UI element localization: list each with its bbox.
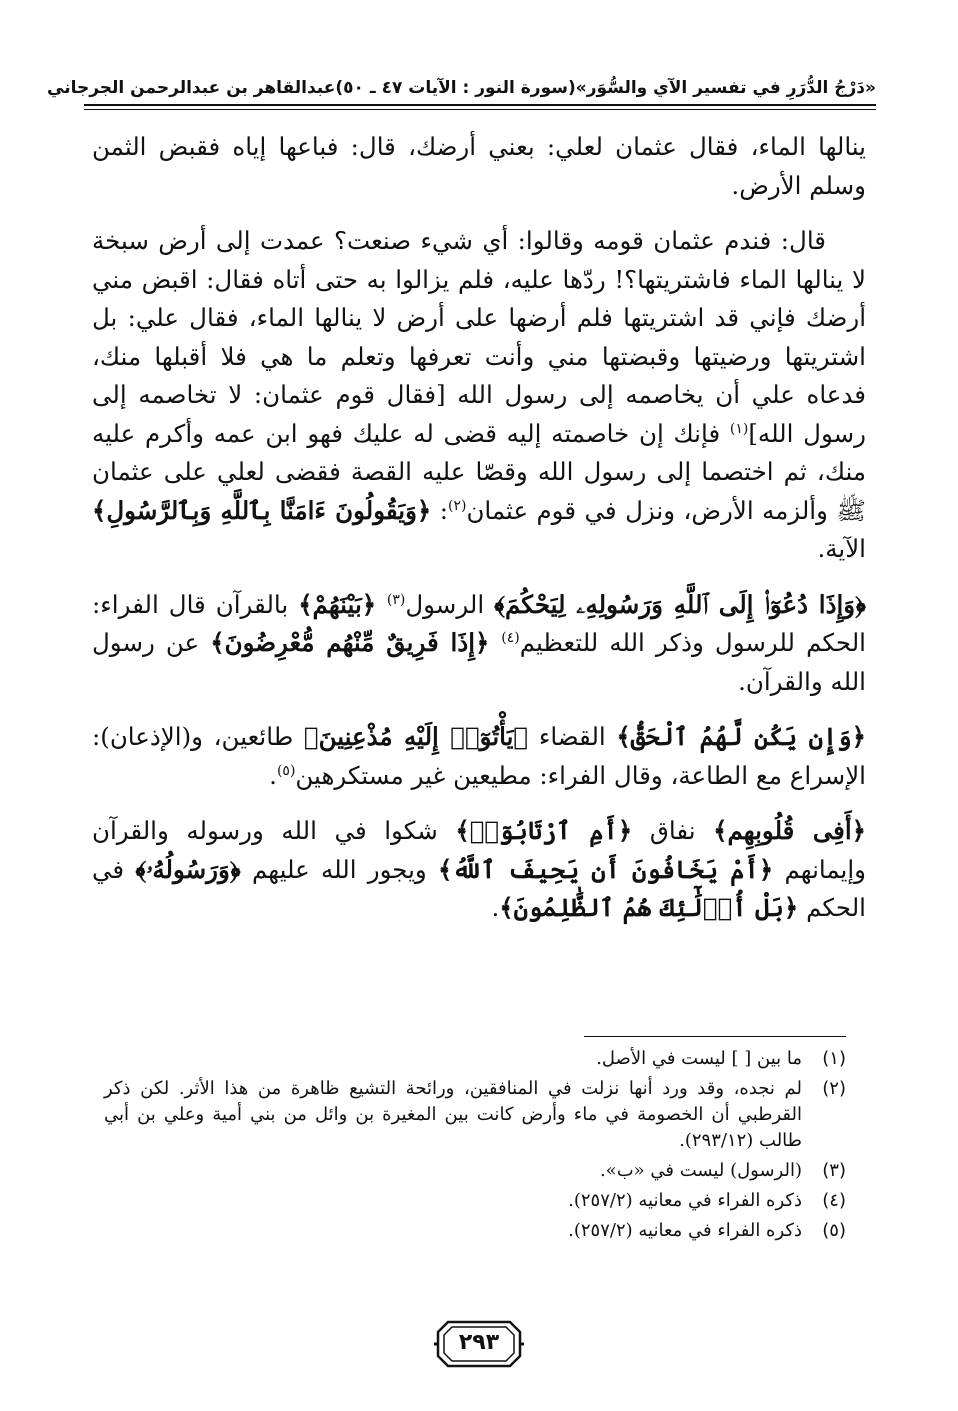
paragraph-text: في الحكم xyxy=(92,854,866,922)
paragraph-text: قال: فندم عثمان قومه وقالوا: أي شيء صنعت؟ عمدت إلى أرض سبخة لا ينالها الماء فاشتريتها؟! ردّها عليه، فلم يزالوا به حتى أتاه فقال: اقبض مني أرضك فإني قد اشتريتها فلم أرضها على أرض لا ينالها الماء، فقال علي: بل اشتريتها ورضيتها وقبضتها مني وأنت تعرفها وتعلم ما هي فلا أقبلها منك، فدعاه علي أن يخاصمه إلى رسول الله [فقال قوم عثمان: لا تخاصمه إلى رسول الله] xyxy=(92,226,866,448)
footnote-ref[interactable]: (٣) xyxy=(386,591,406,608)
paragraph-text: القضاء xyxy=(528,722,617,751)
paragraph-text: طائعين، و(الإذعان): الإسراع مع الطاعة، وقال الفراء: مطيعين غير مستكرهين xyxy=(92,722,866,790)
running-header xyxy=(47,64,876,104)
paragraph-2 xyxy=(92,222,866,569)
paragraph-text: الآية. xyxy=(817,534,866,563)
quran-verse: ﴿وَرَسُولُهُۥ﴾ xyxy=(135,854,241,884)
quran-verse: ﴿بَيْنَهُمْ﴾ xyxy=(298,589,387,619)
footnote-text: (الرسول) ليست في «ب». xyxy=(599,1160,802,1181)
paragraph-text: فإنك إن خاصمته إليه قضى له عليك فهو ابن عمه وأكرم عليه منك، ثم اختصما إلى رسول الله وقصّا عليه القصة فقضى لعلي على عثمان ﷺ وألزمه الأرض، ونزل في قوم عثمان xyxy=(92,418,866,525)
paragraph-text: الرسول xyxy=(405,589,495,619)
footnote-text: ذكره الفراء في معانيه (٢٥٧/٢). xyxy=(568,1220,802,1241)
footnotes xyxy=(104,1046,846,1248)
quran-verse: ﴿أَمِ ٱرْتَابُوٓا۟﴾ xyxy=(455,816,633,845)
paragraph-3 xyxy=(92,586,866,702)
paragraph-text: ينالها الماء، فقال عثمان لعلي: بعني أرضك، قال: فباعها إياه فقبض الثمن وسلم الأرض. xyxy=(92,132,866,200)
page-number-ornament xyxy=(434,1318,524,1370)
header-section: (سورة النور : الآيات ٤٧ ـ ٥٠) xyxy=(335,78,576,98)
footnote-text: ذكره الفراء في معانيه (٢٥٧/٢). xyxy=(568,1190,802,1211)
paragraph-text: عن رسول الله والقرآن. xyxy=(92,628,866,696)
paragraph-text: : xyxy=(431,495,448,525)
paragraph-text: . xyxy=(491,893,500,922)
quran-verse: ﴿وَإِذَا دُعُوٓا۟ إِلَى ٱللَّهِ وَرَسُولِهِۦ لِيَحْكُمَ﴾ xyxy=(494,589,866,619)
footnote-separator xyxy=(584,1036,846,1037)
quran-verse: ﴿أَمْ يَخَافُونَ أَن يَحِيفَ ٱللَّهُ﴾ xyxy=(438,854,774,884)
paragraph-text: ويجور الله عليهم xyxy=(240,854,439,884)
quran-verse: ﴿يَأْتُوٓا۟ إِلَيْهِ مُذْعِنِينَ﴾ xyxy=(303,722,529,751)
header-author: عبدالقاهر بن عبدالرحمن الجرجاني xyxy=(47,78,336,98)
footnote-ref[interactable]: (٤) xyxy=(501,629,520,646)
paragraph-1 xyxy=(92,128,866,205)
paragraph-text: . xyxy=(269,760,277,790)
footnote-item xyxy=(104,1076,846,1154)
main-text xyxy=(92,128,866,945)
footnote-ref[interactable]: (٥) xyxy=(276,762,296,779)
footnote-ref[interactable]: (١) xyxy=(729,420,749,437)
quran-verse: ﴿بَلْ أُو۟لَٰٓئِكَ هُمُ ٱلظَّٰلِمُونَ﴾ xyxy=(499,893,799,922)
page-number: ٢٩٣ xyxy=(458,1330,500,1355)
footnote-text: ما بين [ ] ليست في الأصل. xyxy=(596,1048,802,1069)
footnote-text: لم نجده، وقد ورد أنها نزلت في المنافقين، ورائحة التشيع ظاهرة من هذا الأثر. لكن ذكر القرطبي أن الخصومة في ماء وأرض كانت بين المغيرة بن وائل من بني أمية وعلي بن أبي طالب (٢٩٣/١٢). xyxy=(104,1078,802,1151)
header-rule xyxy=(84,104,876,106)
footnote-number: (٣) xyxy=(822,1160,846,1181)
footnote-item xyxy=(104,1218,846,1244)
paragraph-5 xyxy=(92,812,866,928)
quran-verse: ﴿وَإِن يَكُن لَّهُمُ ٱلْحَقُّ﴾ xyxy=(616,722,866,751)
footnote-item xyxy=(104,1188,846,1214)
footnote-number: (١) xyxy=(822,1048,846,1069)
footnote-ref[interactable]: (٢) xyxy=(447,497,467,514)
header-book-title: «دَرْجُ الدُّرَرِ في تفسير الآي والسُّوَر» xyxy=(575,78,876,98)
footnote-item xyxy=(104,1158,846,1184)
quran-verse: ﴿إِذَا فَرِيقٌ مِّنْهُم مُّعْرِضُونَ﴾ xyxy=(210,628,502,657)
paragraph-text: بالقرآن قال الفراء: الحكم للرسول وذكر الله للتعظيم xyxy=(92,589,866,657)
quran-verse: ﴿أَفِى قُلُوبِهِم﴾ xyxy=(713,816,867,845)
footnote-number: (٤) xyxy=(822,1190,846,1211)
footnote-item xyxy=(104,1046,846,1072)
paragraph-4 xyxy=(92,718,866,795)
paragraph-text: نفاق xyxy=(632,816,714,845)
quran-verse: ﴿وَيَقُولُونَ ءَامَنَّا بِٱللَّهِ وَبِٱلرَّسُولِ﴾ xyxy=(92,495,432,525)
header-rule-thin xyxy=(84,109,876,110)
paragraph-text: شكوا في الله ورسوله والقرآن وإيمانهم xyxy=(92,816,867,884)
footnote-number: (٥) xyxy=(822,1220,846,1241)
footnote-number: (٢) xyxy=(822,1078,846,1099)
